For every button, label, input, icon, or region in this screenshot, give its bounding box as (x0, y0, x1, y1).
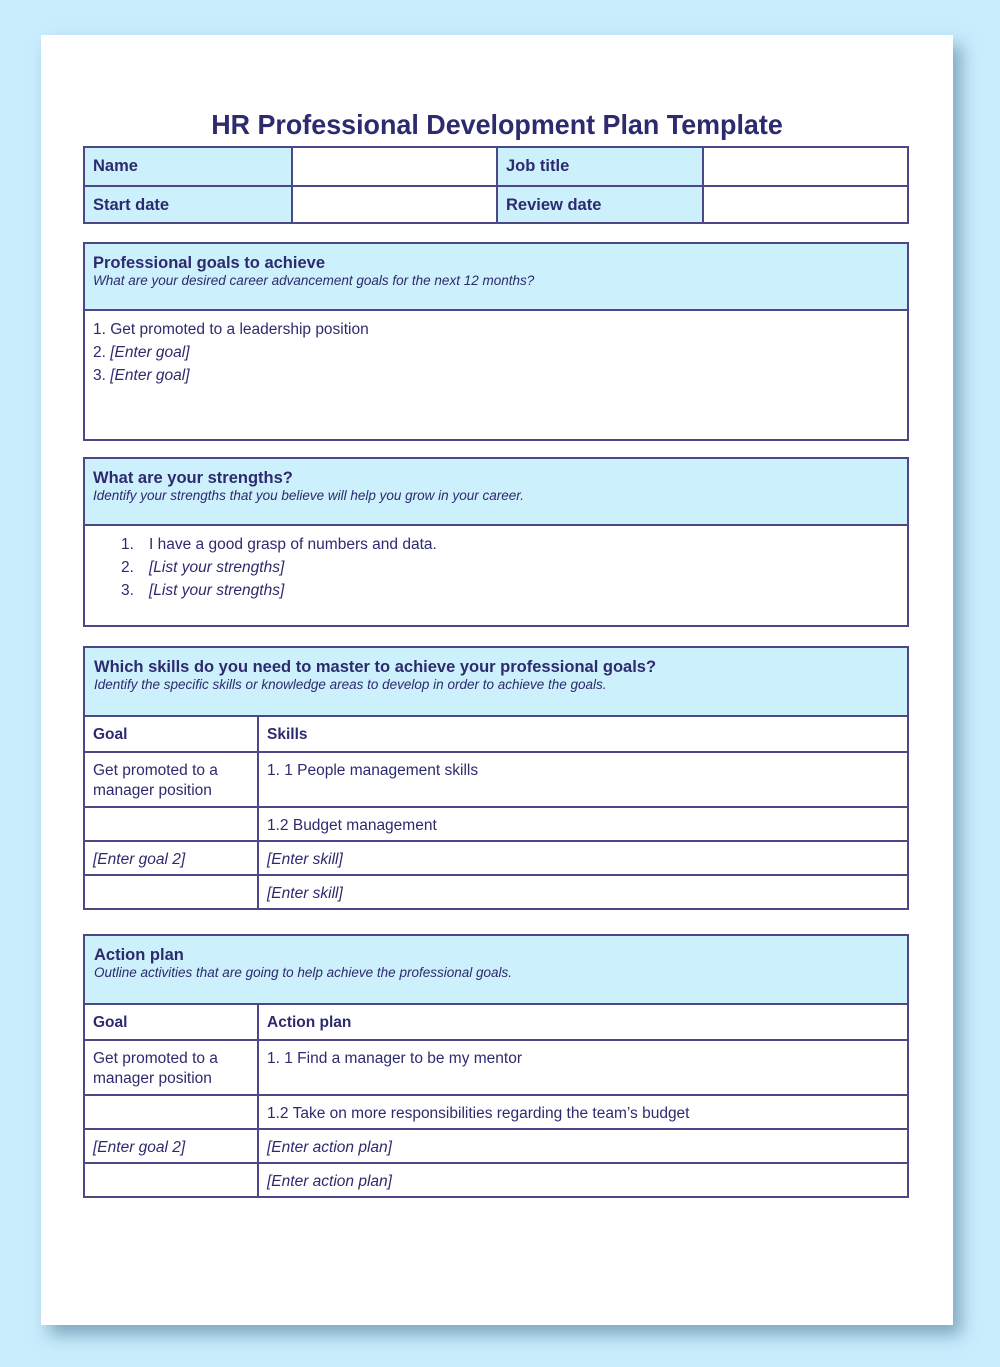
goal-cell[interactable]: Get promoted to a manager position (85, 1041, 259, 1094)
strength-item[interactable] (121, 579, 899, 602)
section-header (85, 244, 907, 311)
job-title-label: Job title (496, 148, 702, 185)
table-row (85, 1094, 907, 1128)
action-cell[interactable]: [Enter action plan] (267, 1139, 392, 1156)
table-header-row (85, 1005, 907, 1039)
job-title-field[interactable] (702, 148, 908, 185)
section-subtitle: Outline activities that are going to help achieve the professional goals. (94, 965, 513, 980)
goal-item[interactable] (93, 318, 899, 341)
column-header-action-plan: Action plan (267, 1014, 352, 1031)
item-number: 2. (93, 344, 106, 361)
strengths-list[interactable] (85, 526, 907, 625)
name-label: Name (85, 148, 291, 185)
action-cell[interactable]: 1.2 Take on more responsibilities regarding the team’s budget (267, 1105, 690, 1122)
item-number: 3. (121, 582, 134, 599)
skill-cell[interactable]: [Enter skill] (267, 885, 343, 902)
info-row (85, 185, 907, 222)
item-placeholder: [Enter goal] (110, 344, 190, 361)
goal-cell[interactable] (85, 1096, 259, 1128)
action-plan-section (83, 934, 909, 1198)
table-row (85, 874, 907, 908)
table-row (85, 806, 907, 840)
goal-cell[interactable] (85, 876, 259, 908)
review-date-label: Review date (496, 187, 702, 222)
page-title: HR Professional Development Plan Template (211, 109, 783, 140)
skill-cell[interactable]: 1. 1 People management skills (267, 762, 479, 779)
name-field[interactable] (291, 148, 497, 185)
goal-cell[interactable]: [Enter goal 2] (85, 1130, 259, 1162)
table-row (85, 751, 907, 806)
skills-section (83, 646, 909, 910)
item-placeholder: [Enter goal] (110, 367, 190, 384)
start-date-label: Start date (85, 187, 291, 222)
item-number: 2. (121, 559, 134, 576)
section-subtitle: What are your desired career advancement goals for the next 12 months? (93, 273, 535, 288)
section-title: What are your strengths? (93, 469, 293, 487)
start-date-field[interactable] (291, 187, 497, 222)
goal-cell[interactable] (85, 1164, 259, 1196)
item-placeholder: [List your strengths] (149, 582, 285, 599)
goal-item[interactable] (93, 341, 899, 364)
skill-cell[interactable]: [Enter skill] (267, 851, 343, 868)
column-header-goal: Goal (85, 717, 259, 751)
section-header (85, 936, 907, 1005)
table-row (85, 1128, 907, 1162)
employee-info-table (83, 146, 909, 224)
column-header-goal: Goal (85, 1005, 259, 1039)
column-header-skills: Skills (267, 726, 308, 743)
item-number: 3. (93, 367, 106, 384)
section-header (85, 648, 907, 717)
section-title: Action plan (94, 946, 184, 964)
strength-item[interactable] (121, 556, 899, 579)
item-text: Get promoted to a leadership position (110, 321, 369, 338)
item-number: 1. (121, 536, 134, 553)
goals-list[interactable] (85, 311, 907, 439)
action-cell[interactable]: [Enter action plan] (267, 1173, 392, 1190)
goal-cell[interactable]: [Enter goal 2] (85, 842, 259, 874)
section-subtitle: Identify the specific skills or knowledge areas to develop in order to achieve the goals. (94, 677, 607, 692)
section-title: Professional goals to achieve (93, 254, 325, 272)
skill-cell[interactable]: 1.2 Budget management (267, 817, 437, 834)
table-header-row (85, 717, 907, 751)
goal-cell[interactable] (85, 808, 259, 840)
item-number: 1. (93, 321, 106, 338)
info-row (85, 148, 907, 185)
section-title: Which skills do you need to master to achieve your professional goals? (94, 658, 657, 676)
table-row (85, 1039, 907, 1094)
strength-item[interactable] (121, 533, 899, 556)
goal-item[interactable] (93, 364, 899, 387)
action-cell[interactable]: 1. 1 Find a manager to be my mentor (267, 1050, 523, 1067)
document-page (41, 35, 953, 1325)
section-subtitle: Identify your strengths that you believe will help you grow in your career. (93, 488, 524, 503)
review-date-field[interactable] (702, 187, 908, 222)
item-text: I have a good grasp of numbers and data. (149, 536, 437, 553)
table-row (85, 1162, 907, 1196)
section-header (85, 459, 907, 526)
item-placeholder: [List your strengths] (149, 559, 285, 576)
strengths-section (83, 457, 909, 627)
professional-goals-section (83, 242, 909, 441)
goal-cell[interactable]: Get promoted to a manager position (85, 753, 259, 806)
table-row (85, 840, 907, 874)
